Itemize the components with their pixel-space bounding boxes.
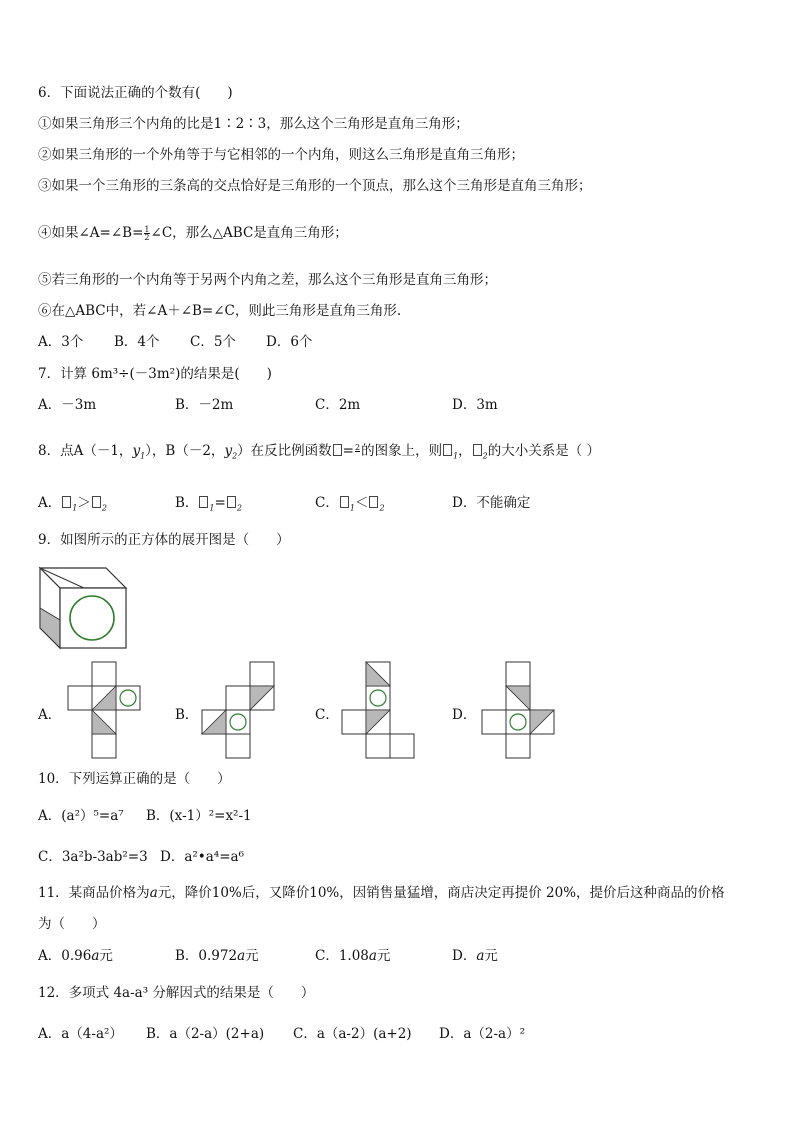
q6-s4-part-a: ④如果∠A=∠B= <box>38 225 144 241</box>
option-text: B．0.972 <box>175 948 238 964</box>
q12-option-b[interactable]: B．a（2-a）(2+a) <box>146 1026 265 1042</box>
q6-s4-part-b: ∠C，那么△ABC是直角三角形； <box>150 225 348 241</box>
q6-statement-1: ①如果三角形三个内角的比是1∶2∶3，那么这个三角形是直角三角形； <box>38 116 469 132</box>
equals: = <box>214 495 226 511</box>
option-letter: C． <box>315 495 339 511</box>
q9-net-b[interactable] <box>200 660 280 760</box>
y-symbol: y <box>132 443 141 459</box>
q9-net-c[interactable] <box>340 660 420 760</box>
q6-statement-2: ②如果三角形的一个外角等于与它相邻的一个内角，则这么三角形是直角三角形； <box>38 147 524 163</box>
fraction-denominator-box <box>355 451 360 459</box>
q10-option-b[interactable]: B．(x-1）²=x²-1 <box>146 808 252 824</box>
subscript-1: 1 <box>209 503 215 513</box>
subscript-2: 2 <box>379 503 385 513</box>
q11-option-a[interactable] <box>38 947 113 965</box>
missing-glyph-icon <box>92 496 101 508</box>
q6-statement-5: ⑤若三角形的一个内角等于另两个内角之差，那么这个三角形是直角三角形； <box>38 272 497 288</box>
fraction-denominator: 2 <box>144 233 150 242</box>
subscript-2: 2 <box>482 451 488 461</box>
unit: 元 <box>99 948 113 964</box>
q9-option-c-label[interactable]: C． <box>315 707 339 723</box>
q6-option-b[interactable]: B．4个 <box>114 334 160 350</box>
option-text: A．0.96 <box>38 948 92 964</box>
subscript-1: 1 <box>72 503 78 513</box>
y-symbol: y <box>224 443 233 459</box>
q7-option-c[interactable]: C．2m <box>315 397 361 413</box>
cube-figure <box>38 560 130 650</box>
q10-options-row2 <box>38 848 758 866</box>
q6-options <box>38 333 758 351</box>
q10-option-d[interactable]: D．a²•a⁴=a⁶ <box>160 849 244 865</box>
less-than: ＜ <box>354 495 369 511</box>
q7-option-d[interactable]: D．3m <box>452 397 498 413</box>
fraction-numerator: 1 <box>144 225 150 234</box>
subscript-2: 2 <box>232 451 238 461</box>
subscript-2: 2 <box>236 503 242 513</box>
q8-stem-a: 8．点A（－1， <box>38 443 133 459</box>
q8-option-c[interactable] <box>315 494 385 512</box>
option-letter: B． <box>175 495 199 511</box>
q8-eq: = <box>342 443 354 459</box>
q11-option-b[interactable] <box>175 947 259 965</box>
q11-option-d[interactable] <box>452 947 498 965</box>
q10-options-row1 <box>38 807 758 825</box>
q12-option-d[interactable]: D．a（2-a）² <box>439 1026 525 1042</box>
q9-option-b-label[interactable]: B． <box>175 707 199 723</box>
q8-y1 <box>132 443 145 459</box>
q11-option-c[interactable] <box>315 947 390 965</box>
missing-glyph-icon <box>333 444 342 456</box>
unit: 元 <box>376 948 391 964</box>
q9-option-a-label[interactable]: A． <box>38 707 62 723</box>
q11-stem-part1: 11．某商品价格为 <box>38 885 150 901</box>
q12-option-a[interactable]: A．a（4-a²） <box>38 1026 123 1042</box>
q6-statement-4 <box>38 224 348 242</box>
q6-stem: 6．下面说法正确的个数有( ) <box>38 85 233 101</box>
q11-stem-line2: 为（ ） <box>38 916 106 932</box>
variable-a: a <box>368 948 377 964</box>
q11-variable-a: a <box>149 885 158 901</box>
q10-option-c[interactable]: C．3a²b-3ab²=3 <box>38 849 148 865</box>
q10-stem: 10．下列运算正确的是（ ） <box>38 771 231 787</box>
q8-y2 <box>224 443 237 459</box>
q8-fraction <box>355 444 360 459</box>
q6-option-a[interactable]: A．3个 <box>38 334 84 350</box>
missing-glyph-icon <box>199 496 208 508</box>
q12-option-c[interactable]: C．a（a-2）(a+2) <box>293 1026 412 1042</box>
missing-glyph-icon <box>340 496 349 508</box>
q8-option-d[interactable]: D．不能确定 <box>452 495 531 511</box>
option-letter: A． <box>38 495 62 511</box>
option-text: D． <box>452 948 477 964</box>
q10-option-a[interactable]: A．(a²）⁵=a⁷ <box>38 808 124 824</box>
q8-stem-e: ， <box>458 443 472 459</box>
missing-glyph-icon <box>62 496 71 508</box>
q6-option-c[interactable]: C．5个 <box>190 334 236 350</box>
q9-net-d[interactable] <box>478 660 558 760</box>
q12-options <box>38 1025 758 1043</box>
q8-stem-b: ），B（－2， <box>145 443 225 459</box>
missing-glyph-icon <box>369 496 378 508</box>
q11-stem-line1 <box>38 884 725 902</box>
q9-stem: 9．如图所示的正方体的展开图是（ ） <box>38 532 290 548</box>
q6-option-d[interactable]: D．6个 <box>266 334 313 350</box>
fraction-numerator: 2 <box>354 443 361 452</box>
unit: 元 <box>484 948 498 964</box>
q8-option-b[interactable] <box>175 494 242 512</box>
option-text: C．1.08 <box>315 948 369 964</box>
variable-a: a <box>476 948 485 964</box>
unit: 元 <box>245 948 259 964</box>
q6-statement-6: ⑥在△ABC中，若∠A＋∠B=∠C，则此三角形是直角三角形. <box>38 303 402 319</box>
variable-a: a <box>237 948 246 964</box>
q12-stem: 12．多项式 4a-a³ 分解因式的结果是（ ） <box>38 985 315 1001</box>
subscript-2: 2 <box>101 503 107 513</box>
q9-option-d-label[interactable]: D． <box>452 707 477 723</box>
q7-option-b[interactable]: B．－2m <box>175 397 234 413</box>
q6-statement-3: ③如果一个三角形的三条高的交点恰好是三角形的一个顶点，那么这个三角形是直角三角形； <box>38 178 592 194</box>
missing-glyph-icon <box>473 444 482 456</box>
missing-glyph-icon <box>227 496 236 508</box>
fraction-one-half <box>144 226 149 241</box>
subscript-1: 1 <box>349 503 355 513</box>
q7-options <box>38 396 758 414</box>
q9-net-a[interactable] <box>64 660 144 760</box>
q11-options <box>38 947 758 965</box>
q8-option-a[interactable] <box>38 494 107 512</box>
variable-a: a <box>91 948 100 964</box>
q8-stem-f: 的大小关系是（ ） <box>487 443 601 459</box>
subscript-1: 1 <box>453 451 459 461</box>
missing-glyph-icon <box>443 444 452 456</box>
q8-options <box>38 494 758 512</box>
q7-option-a[interactable]: A．－3m <box>38 397 97 413</box>
q7-stem: 7．计算 6m³÷(－3m²)的结果是( ) <box>38 366 272 382</box>
q11-stem-part2: 元，降价10%后，又降价10%，因销售量猛增，商店决定再提价 20%，提价后这种商品的价格 <box>157 885 725 901</box>
q8-stem-d: 的图象上，则 <box>361 443 443 459</box>
subscript-1: 1 <box>140 451 146 461</box>
q8-stem <box>38 442 600 460</box>
q8-stem-c: ）在反比例函数 <box>237 443 332 459</box>
greater-than: ＞ <box>77 495 91 511</box>
